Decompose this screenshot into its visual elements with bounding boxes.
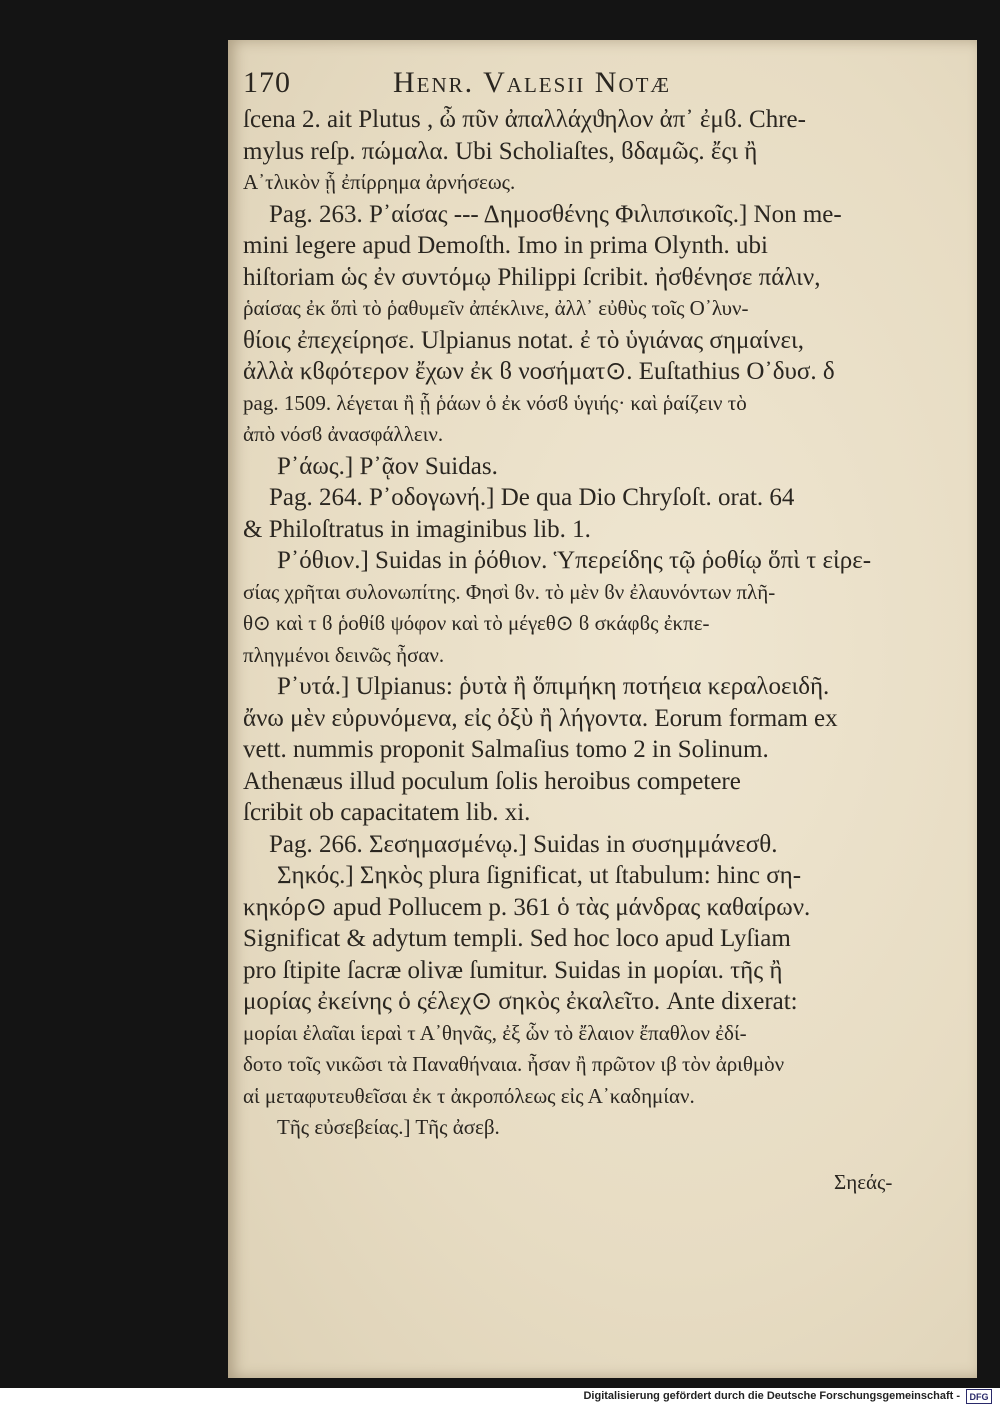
text-line: κηκόρ⊙ apud Pollucem p. 361 ὁ τὰς μάνδρας καθαίρων. [243, 893, 811, 921]
text-line: Ρ᾽όθιον.] Suidas in ῥόθιον. Ὑπερείδης τῷ ῥοθίῳ ὅπὶ τ εἰρε- [277, 547, 872, 574]
catchword: Σηεάς- [834, 1170, 893, 1194]
text-line: μορίαι ἐλαῖαι ἱεραὶ τ Α᾽θηνᾶς, ἐξ ὧν τὸ ἔλαιον ἔπαθλον ἐδί- [243, 1020, 747, 1045]
text-line: θίοις ἐπεχείρησε. Ulpianus notat. ἐ τὸ ὑγιάνας σημαίνει, [243, 326, 804, 354]
text-line: Pag. 266. Σεσημασμένῳ.] Suidas in συσημμάνεσθ. [269, 830, 778, 858]
text-line: αἱ μεταφυτευθεῖσαι ἐκ τ ἀκροπόλεως εἰς Α᾽καδημίαν. [243, 1083, 695, 1108]
text-line: Σηκός.] Σηκὸς plura ſignificat, ut ſtabulum: hinc ση- [277, 862, 802, 889]
digitization-footer [0, 1388, 1000, 1407]
text-line: Pag. 263. Ρ᾽αίσας --- Δημοσθένης Φιλιπσικοῖς.] Non me- [269, 200, 842, 228]
text-line: Τῆς εὐσεβείας.] Τῆς ἀσεβ. [277, 1115, 500, 1139]
text-line: ſcena 2. ait Plutus , ὦ πῦν ἀπαλλάχϑηλον ἀπ᾽ ἐμϐ. Chre- [243, 106, 806, 133]
text-line: pag. 1509. λέγεται ἢ ᾗ ῥάων ὁ ἐκ νόσϐ ὑγιής· καὶ ῥαίζειν τὸ [243, 390, 747, 415]
page-text [243, 62, 923, 1144]
text-line: θ⊙ καὶ τ ϐ ῥοθίϐ ψόφον καὶ τὸ μέγεθ⊙ ϐ σκάφϐς ἐκπε- [243, 611, 710, 635]
text-line: Pag. 264. Ρ᾽οδογωνή.] De qua Dio Chryſoſt. orat. 64 [269, 484, 795, 511]
text-line: mylus reſp. πώμαλα. Ubi Scholiaſtes, ϐδαμῶς. ἔςι ἢ [243, 137, 758, 165]
text-line: ἄνω μὲν εὐρυνόμενα, εἰς ὀξὺ ἢ λήγοντα. Eorum formam ex [243, 704, 838, 732]
dfg-logo: DFG [966, 1389, 992, 1404]
text-line: Significat & adytum templi. Sed hoc loco apud Lyſiam [243, 925, 791, 952]
text-line: pro ſtipite ſacræ olivæ ſumitur. Suidas in μορίαι. τῆς ἢ [243, 956, 783, 984]
page-number: 170 [243, 66, 291, 99]
text-line: ἀλλὰ κϐφότερον ἔχων ἐκ ϐ νοσήματ⊙. Euſtathius Ο᾽δυσ. δ [243, 358, 835, 385]
text-line: hiſtoriam ὡς ἐν συντόμῳ Philippi ſcribit. ἠσθένησε πάλιν, [243, 263, 821, 291]
text-line: mini legere apud Demoſth. Imo in prima Olynth. ubi [243, 232, 768, 259]
text-line: Ρ᾽υτά.] Ulpianus: ῥυτὰ ἢ ὅπιμήκη ποτήεια κεραλοειδῆ. [277, 673, 830, 700]
text-line: Α᾽τλικὸν ᾗ ἐπίρρημα ἀρνήσεως. [243, 170, 516, 194]
text-line: ſcribit ob capacitatem lib. xi. [243, 799, 531, 826]
text-line: Ρ᾽άως.] Ρ᾽ᾷον Suidas. [277, 452, 498, 480]
text-line: σίας χρῆται συλονωπίτης. Φησὶ ϐν. τὸ μὲν ϐν ἐλαυνόντων πλῆ- [243, 579, 776, 604]
footer-credit: Digitalisierung gefördert durch die Deutsche Forschungsgemeinschaft - [583, 1390, 960, 1402]
text-line: & Philoſtratus in imaginibus lib. 1. [243, 515, 591, 543]
text-line: vett. nummis proponit Salmaſius tomo 2 in Solinum. [243, 736, 769, 763]
running-header [243, 62, 923, 104]
text-line: Athenæus illud poculum ſolis heroibus competere [243, 767, 741, 795]
text-line: ῥαίσας ἐκ ὅπὶ τὸ ῥαθυμεῖν ἀπέκλινε, ἀλλ᾽ εὐθὺς τοῖς Ο᾽λυν- [243, 296, 749, 320]
text-line: πληγμένοι δεινῶς ἦσαν. [243, 642, 445, 667]
text-line: ἀπὸ νόσϐ ἀνασφάλλειν. [243, 422, 444, 446]
text-line: δοτο τοῖς νικῶσι τὰ Παναθήναια. ἦσαν ἢ πρῶτον ιβ τὸν ἀριθμὸν [243, 1052, 785, 1076]
running-title: Henr. Valesii Notæ [393, 66, 672, 99]
text-line: μορίας ἐκείνης ὁ ςέλεχ⊙ σηκὸς ἐκαλεῖτο. Ante dixerat: [243, 988, 798, 1015]
